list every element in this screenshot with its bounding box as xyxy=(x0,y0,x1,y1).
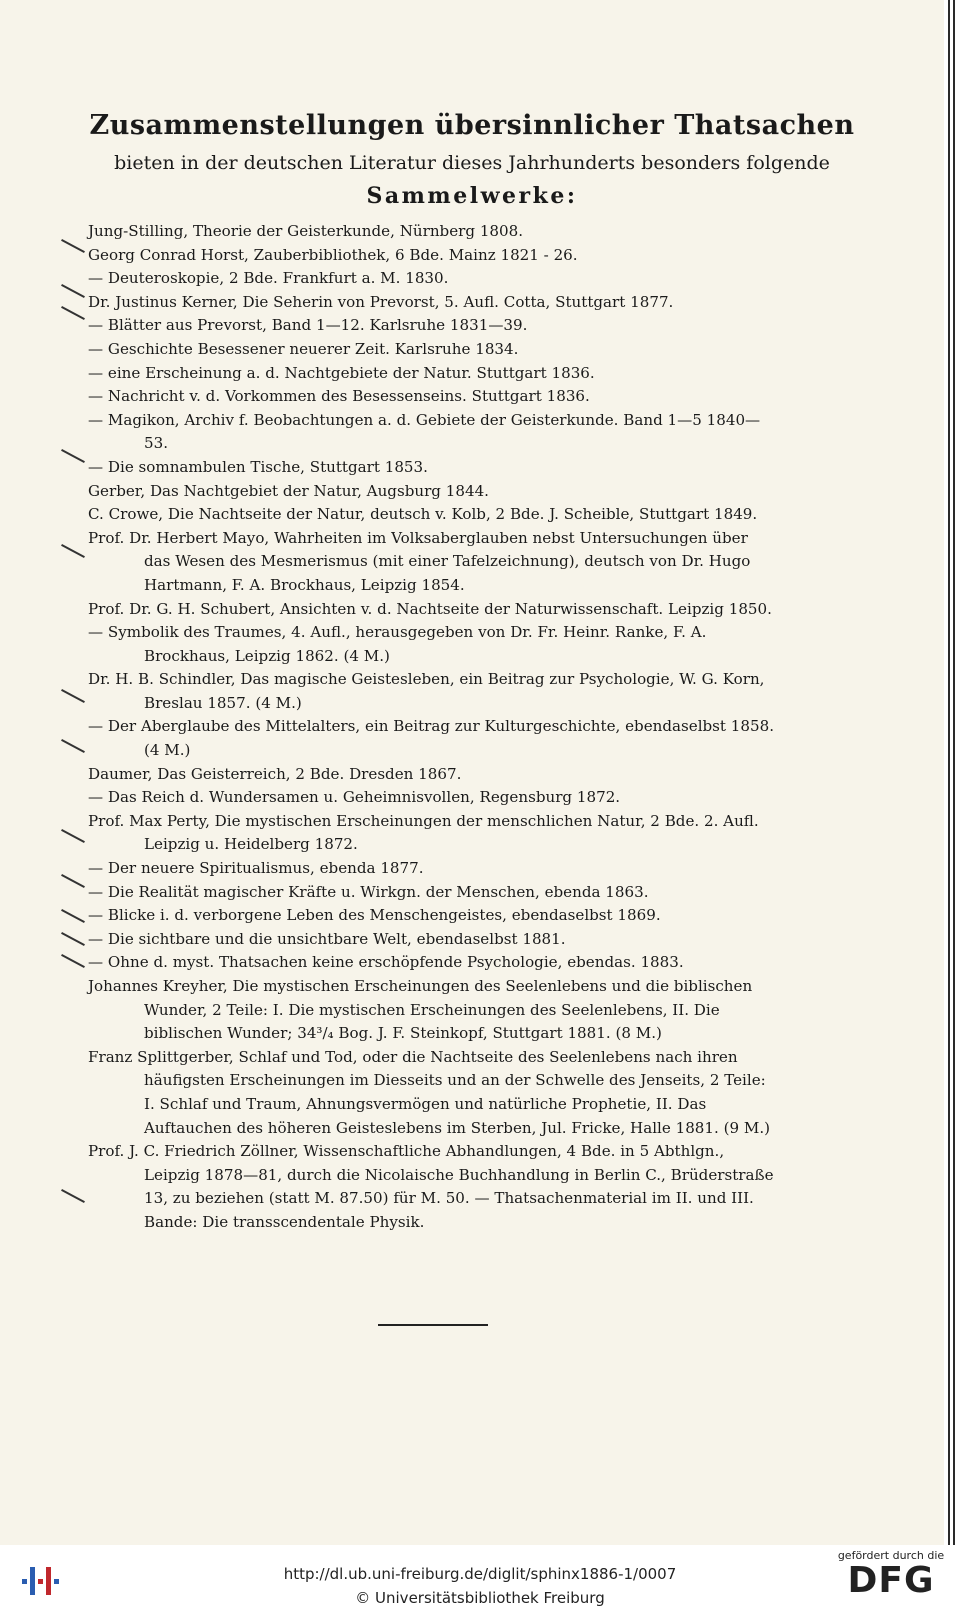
pencil-tick-mark xyxy=(61,954,85,968)
bibliography-entry: Daumer, Das Geisterreich, 2 Bde. Dresden 1867. xyxy=(88,764,462,783)
pencil-tick-mark xyxy=(61,284,85,298)
viewer-footer xyxy=(0,1545,960,1609)
bibliography-entry: Franz Splittgerber, Schlaf und Tod, oder die Nachtseite des Seelenlebens nach ihren häufigsten Erscheinungen im Diesseits und an der Schwelle des Jenseits, 2 Teile: I. Schlaf und Traum, Ahnungsvermögen und natürliche Prophetie, II. Das Auftauchen des höheren Geisteslebens im Sterben, Jul. Fricke, Halle 1881. (9 M.) xyxy=(88,1047,771,1137)
pencil-tick-mark xyxy=(61,449,85,463)
closing-rule xyxy=(378,1324,488,1326)
pencil-tick-mark xyxy=(61,306,85,320)
bibliography-entry: — Geschichte Besessener neuerer Zeit. Karlsruhe 1834. xyxy=(88,339,519,358)
scan-edge xyxy=(944,0,960,1585)
pencil-tick-mark xyxy=(61,932,85,946)
bibliography-entry: Johannes Kreyher, Die mystischen Erscheinungen des Seelenlebens und die biblischen Wunder, 2 Teile: I. Die mystischen Erscheinungen des Seelenlebens, II. Die biblischen Wunder; 34³/₄ Bog. J. F. Steinkopf, Stuttgart 1881. (8 M.) xyxy=(88,977,753,1043)
bibliography-entry: — Deuteroskopie, 2 Bde. Frankfurt a. M. 1830. xyxy=(88,269,449,288)
section-heading: Sammelwerke: xyxy=(366,183,578,209)
bibliography-entry: Jung-Stilling, Theorie der Geisterkunde, Nürnberg 1808. xyxy=(88,222,524,240)
bibliography-entry: Prof. J. C. Friedrich Zöllner, Wissenschaftliche Abhandlungen, 4 Bde. in 5 Abthlgn., Leipzig 1878—81, durch die Nicolaische Buchhandlung in Berlin C., Brüderstraße 13, zu beziehen (statt M. 87.50) für M. 50. — Thatsachenmaterial im II. und III. Bande: Die transscendentale Physik. xyxy=(88,1142,774,1231)
copyright-notice: © Universitätsbibliothek Freiburg xyxy=(355,1589,605,1607)
page-title: Zusammenstellungen übersinnlicher Thatsachen xyxy=(89,110,855,141)
bibliography-entry: Prof. Max Perty, Die mystischen Erscheinungen der menschlichen Natur, 2 Bde. 2. Aufl. Leipzig u. Heidelberg 1872. xyxy=(88,811,759,854)
bibliography-entry: Prof. Dr. Herbert Mayo, Wahrheiten im Volksaberglauben nebst Untersuchungen über das Wesen des Mesmerismus (mit einer Tafelzeichnung), deutsch von Dr. Hugo Hartmann, F. A. Brockhaus, Leipzig 1854. xyxy=(88,528,751,594)
bibliography-entry: Prof. Dr. G. H. Schubert, Ansichten v. d. Nachtseite der Naturwissenschaft. Leipzig 1850. xyxy=(88,599,772,618)
bibliography-list xyxy=(88,220,778,1235)
document-url-link[interactable]: http://dl.ub.uni-freiburg.de/diglit/sphinx1886-1/0007 xyxy=(283,1565,677,1583)
bibliography-entry: C. Crowe, Die Nachtseite der Natur, deutsch v. Kolb, 2 Bde. J. Scheible, Stuttgart 1849. xyxy=(88,505,758,524)
bibliography-entry: — Magikon, Archiv f. Beobachtungen a. d. Gebiete der Geisterkunde. Band 1—5 1840—53. xyxy=(88,410,761,453)
bibliography-entry: Dr. Justinus Kerner, Die Seherin von Prevorst, 5. Aufl. Cotta, Stuttgart 1877. xyxy=(88,292,674,311)
bibliography-entry: — Die Realität magischer Kräfte u. Wirkgn. der Menschen, ebenda 1863. xyxy=(88,882,649,901)
bibliography-entry: — Das Reich d. Wundersamen u. Geheimnisvollen, Regensburg 1872. xyxy=(88,788,621,807)
pencil-tick-mark xyxy=(61,909,85,923)
bibliography-entry: Gerber, Das Nachtgebiet der Natur, Augsburg 1844. xyxy=(88,481,489,500)
page-subtitle: bieten in der deutschen Literatur dieses Jahrhunderts besonders folgende xyxy=(114,152,830,174)
pencil-tick-mark xyxy=(61,874,85,888)
bibliography-entry: Dr. H. B. Schindler, Das magische Geistesleben, ein Beitrag zur Psychologie, W. G. Korn, Breslau 1857. (4 M.) xyxy=(88,670,765,712)
bibliography-entry: — Blicke i. d. verborgene Leben des Menschengeistes, ebendaselbst 1869. xyxy=(88,906,661,925)
pencil-tick-mark xyxy=(61,689,85,703)
dfg-logo[interactable] xyxy=(826,1549,956,1607)
bibliography-entry: — eine Erscheinung a. d. Nachtgebiete der Natur. Stuttgart 1836. xyxy=(88,363,595,382)
bibliography-entry: — Der neuere Spiritualismus, ebenda 1877. xyxy=(88,859,424,878)
pencil-tick-mark xyxy=(61,544,85,558)
bibliography-entry: — Blätter aus Prevorst, Band 1—12. Karlsruhe 1831—39. xyxy=(88,316,528,335)
bibliography-entry: — Ohne d. myst. Thatsachen keine erschöpfende Psychologie, ebendas. 1883. xyxy=(88,953,684,972)
bibliography-entry: — Die somnambulen Tische, Stuttgart 1853. xyxy=(88,457,428,476)
bibliography-entry: — Die sichtbare und die unsichtbare Welt, ebendaselbst 1881. xyxy=(88,929,566,948)
funder-note: gefördert durch die xyxy=(837,1549,945,1562)
pencil-tick-mark xyxy=(61,739,85,753)
bibliography-entry: — Symbolik des Traumes, 4. Aufl., herausgegeben von Dr. Fr. Heinr. Ranke, F. A. Brockhaus, Leipzig 1862. (4 M.) xyxy=(88,623,707,665)
funder-brand: DFG xyxy=(847,1560,935,1601)
pencil-tick-mark xyxy=(61,239,85,253)
bibliography-entry: — Nachricht v. d. Vorkommen des Besessenseins. Stuttgart 1836. xyxy=(88,387,590,406)
pencil-tick-mark xyxy=(61,1189,85,1203)
bibliography-entry: — Der Aberglaube des Mittelalters, ein Beitrag zur Kulturgeschichte, ebendaselbst 1858. (4 M.) xyxy=(88,717,774,760)
bibliography-entry: Georg Conrad Horst, Zauberbibliothek, 6 Bde. Mainz 1821 - 26. xyxy=(88,245,578,264)
pencil-tick-mark xyxy=(61,829,85,843)
